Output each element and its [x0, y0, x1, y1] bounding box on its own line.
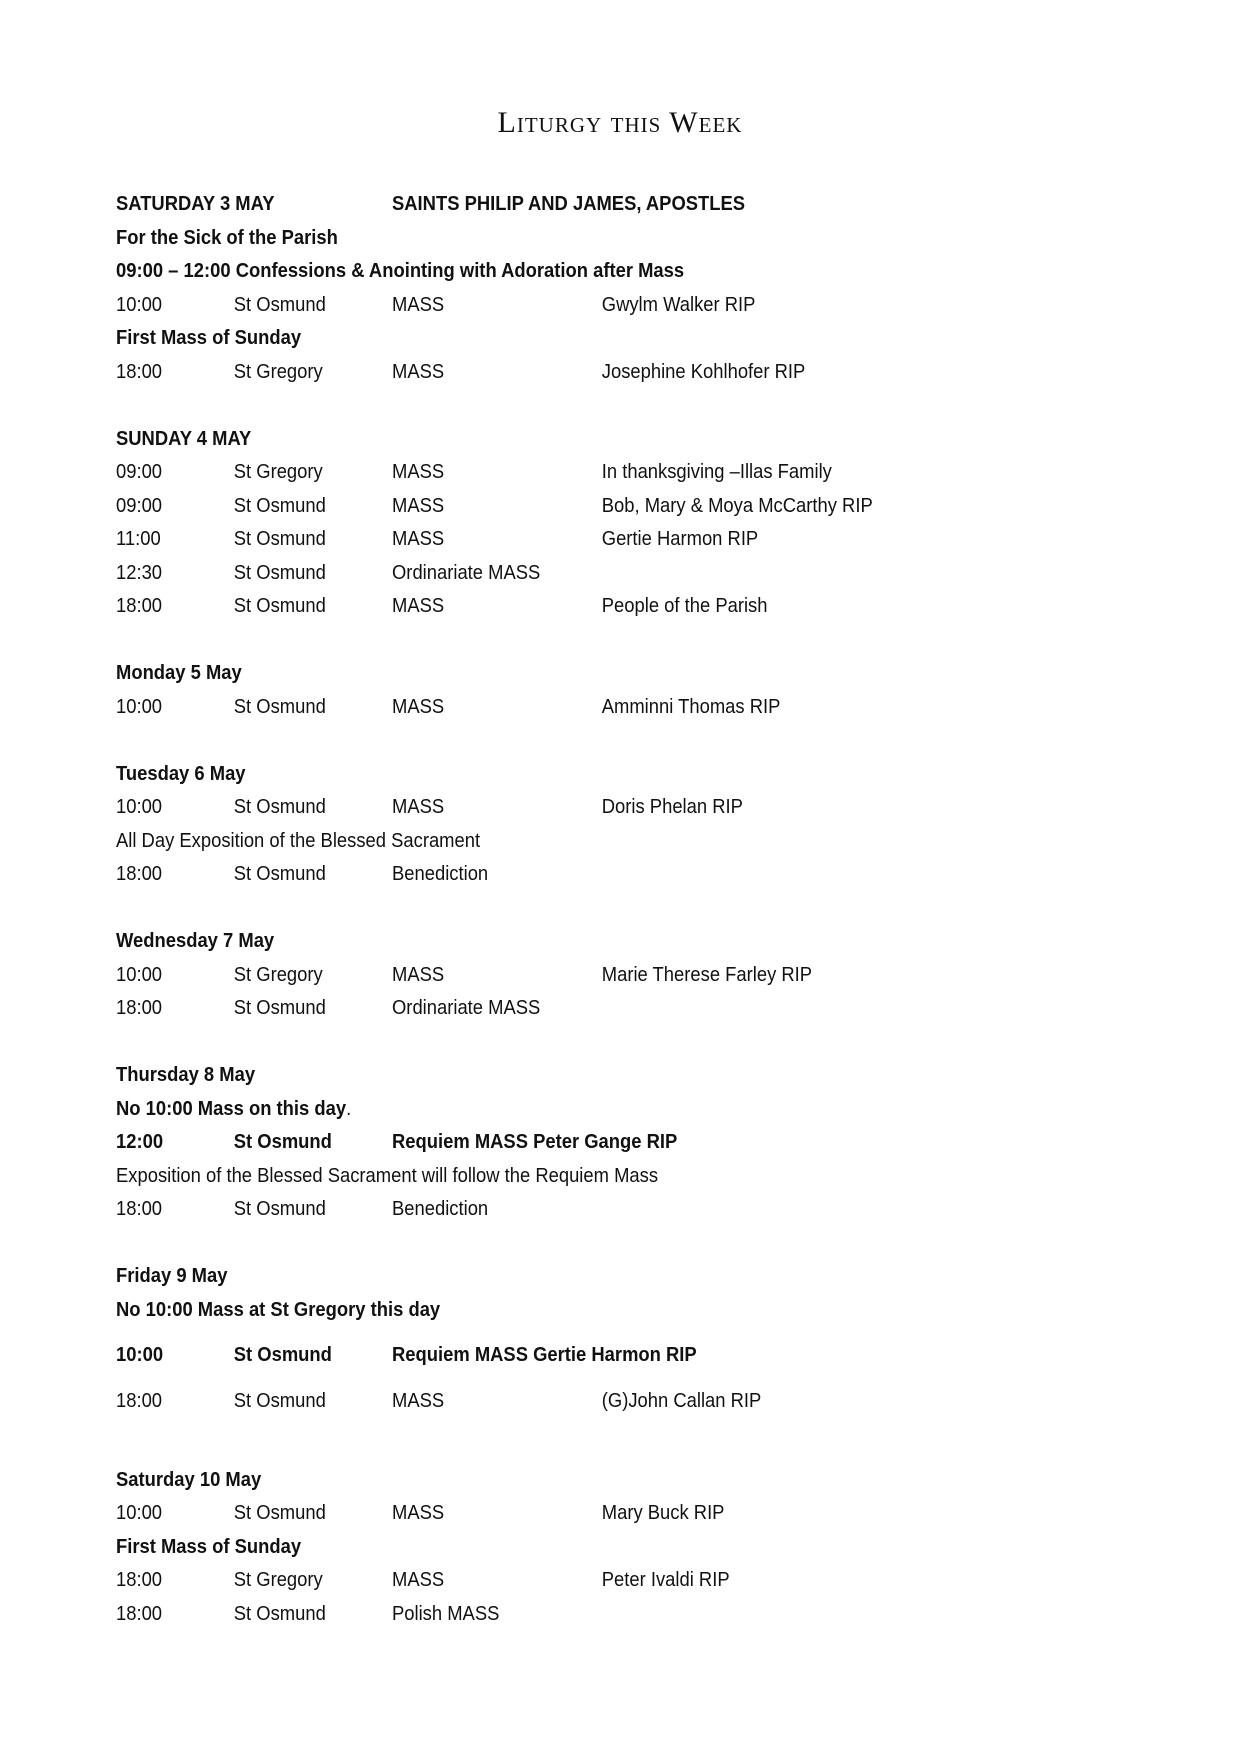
- day-heading: Tuesday 6 May: [116, 762, 246, 785]
- requiem-row: 12:00 St Osmund Requiem MASS Peter Gange RIP: [116, 1131, 678, 1153]
- day-date: SATURDAY 3 MAY: [116, 193, 275, 215]
- day-heading: SUNDAY 4 MAY: [116, 427, 252, 450]
- schedule-row: 18:00 St Osmund Polish MASS: [116, 1602, 500, 1625]
- schedule-row: 10:00 St Osmund MASS Doris Phelan RIP: [116, 796, 743, 818]
- schedule-row: 10:00 St Osmund MASS Mary Buck RIP: [116, 1502, 725, 1524]
- schedule-row: 10:00 St Osmund MASS Gwylm Walker RIP: [116, 293, 756, 316]
- schedule-row: 18:00 St Osmund Benediction: [116, 863, 489, 885]
- no-mass-notice: No 10:00 Mass on this day.: [116, 1097, 352, 1120]
- day-heading: Thursday 8 May: [116, 1064, 256, 1086]
- schedule-row: 10:00 St Osmund MASS Amminni Thomas RIP: [116, 695, 781, 718]
- schedule-row: 10:00 St Gregory MASS Marie Therese Farley RIP: [116, 963, 813, 986]
- mass-intention-note: For the Sick of the Parish: [116, 226, 338, 249]
- day-heading: Friday 9 May: [116, 1265, 228, 1287]
- exposition-note: All Day Exposition of the Blessed Sacrament: [116, 829, 481, 852]
- day-heading: Saturday 10 May: [116, 1468, 262, 1491]
- schedule-row: 18:00 St Gregory MASS Peter Ivaldi RIP: [116, 1569, 730, 1591]
- page-title: Liturgy this Week: [497, 106, 743, 139]
- schedule-row: 09:00 St Gregory MASS In thanksgiving –Illas Family: [116, 461, 832, 483]
- no-mass-notice: No 10:00 Mass at St Gregory this day: [116, 1298, 441, 1321]
- requiem-row: 10:00 St Osmund Requiem MASS Gertie Harmon RIP: [116, 1344, 697, 1366]
- confessions-note: 09:00 – 12:00 Confessions & Anointing with Adoration after Mass: [116, 260, 685, 282]
- schedule-row: 18:00 St Osmund Ordinariate MASS: [116, 997, 541, 1019]
- day-heading: Monday 5 May: [116, 662, 242, 684]
- day-heading: [116, 188, 1045, 222]
- schedule-row: 18:00 St Osmund MASS (G)John Callan RIP: [116, 1389, 762, 1412]
- schedule-row: 12:30 St Osmund Ordinariate MASS: [116, 561, 541, 584]
- day-heading: Wednesday 7 May: [116, 930, 275, 952]
- first-mass-label: First Mass of Sunday: [116, 327, 302, 349]
- schedule-row: 18:00 St Osmund Benediction: [116, 1198, 489, 1220]
- schedule-row: 18:00 St Gregory MASS Josephine Kohlhofer RIP: [116, 360, 806, 383]
- schedule-row: 09:00 St Osmund MASS Bob, Mary & Moya McCarthy RIP: [116, 494, 873, 517]
- schedule-row: 11:00 St Osmund MASS Gertie Harmon RIP: [116, 528, 759, 550]
- first-mass-label: First Mass of Sunday: [116, 1535, 302, 1558]
- schedule-row: 18:00 St Osmund MASS People of the Parish: [116, 595, 768, 617]
- feast-title: SAINTS PHILIP AND JAMES, APOSTLES: [392, 193, 746, 215]
- exposition-note: Exposition of the Blessed Sacrament will follow the Requiem Mass: [116, 1164, 659, 1187]
- liturgy-schedule: [116, 188, 1126, 1631]
